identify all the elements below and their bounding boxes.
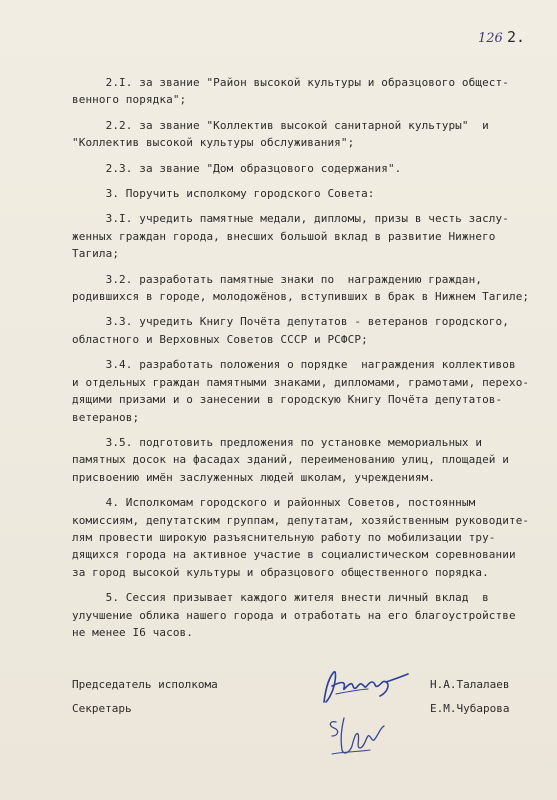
text-line: 3.2. разработать памятные знаки по награждению граждан, [72, 272, 483, 286]
paragraph-p2-2 [72, 117, 532, 152]
text-line: 4. Исполкомам городского и районных Советов, постоянным [72, 496, 476, 510]
paragraph-p3-3 [72, 313, 532, 348]
paragraph-p2-1 [72, 74, 532, 109]
text-line: женных граждан города, внесших большой вклад в развитие Нижнего [72, 229, 496, 243]
text-line: ветеранов; [72, 410, 140, 424]
text-line: 3.5. подготовить предложения по установке мемориальных и [72, 435, 483, 449]
text-line: дящими призами и о занесении в городскую Книгу Почёта депутатов- [72, 393, 503, 407]
paragraph-p2-3 [72, 160, 532, 177]
text-line: памятных досок на фасадах зданий, переименованию улиц, площадей и [72, 453, 509, 467]
text-line: улучшение облика нашего города и отработать на его благоустройстве [72, 608, 516, 622]
text-line: родившихся в городе, молодожёнов, вступивших в брак в Нижнем Тагиле; [72, 290, 530, 304]
typed-page-number: 2. [506, 28, 526, 46]
text-line: областного и Верховных Советов СССР и РСФСР; [72, 332, 368, 346]
paragraph-p3 [72, 185, 532, 202]
paragraph-p3-5 [72, 434, 532, 486]
text-line: лям провести широкую разъяснительную работу по мобилизации тру- [72, 530, 496, 544]
handwritten-page-number: 126 [478, 31, 503, 46]
secretary-handwritten-signature [322, 708, 388, 760]
text-line: венного порядка"; [72, 93, 187, 107]
signatory-role: Секретарь [72, 702, 132, 715]
paragraph-p5 [72, 589, 532, 641]
signatory-role: Председатель исполкома [72, 678, 218, 691]
text-line: 3.3. учредить Книгу Почёта депутатов - ветеранов городского, [72, 315, 509, 329]
text-line: комиссиям, депутатским группам, депутатам, хозяйственным руководите- [72, 513, 530, 527]
page-number [478, 28, 525, 46]
chairman-handwritten-signature [316, 664, 416, 712]
text-line: за город высокой культуры и образцового общественного порядка. [72, 565, 489, 579]
text-line: 3.4. разработать положения о порядке награждения коллективов [72, 358, 516, 372]
paragraph-p4 [72, 494, 532, 581]
text-line: 2.2. за звание "Коллектив высокой санитарной культуры" и [72, 118, 489, 132]
text-line: дящихся города на активное участие в социалистическом соревновании [72, 548, 516, 562]
text-line: 2.I. за звание "Район высокой культуры и образцового общест- [72, 76, 509, 89]
document-body [72, 74, 532, 649]
text-line: 3. Поручить исполкому городского Совета: [72, 187, 375, 201]
text-line: присвоению имён заслуженных людей школам, учреждениям. [72, 470, 436, 484]
text-line: 2.3. за звание "Дом образцового содержания". [72, 161, 402, 175]
paragraph-p3-2 [72, 271, 532, 306]
paragraph-p3-4 [72, 356, 532, 426]
text-line: 3.I. учредить памятные медали, дипломы, призы в честь заслу- [72, 212, 509, 226]
paragraph-p3-1 [72, 210, 532, 262]
text-line: и отдельных граждан памятными знаками, дипломами, грамотами, перехо- [72, 375, 530, 389]
signatory-name: Е.М.Чубарова [430, 702, 510, 715]
text-line: 5. Сессия призывает каждого жителя внести личный вклад в [72, 591, 489, 605]
text-line: "Коллектив высокой культуры обслуживания"; [72, 136, 355, 150]
signatory-name: Н.А.Талалаев [430, 678, 510, 691]
text-line: Тагила; [72, 247, 120, 261]
text-line: не менее I6 часов. [72, 625, 194, 639]
